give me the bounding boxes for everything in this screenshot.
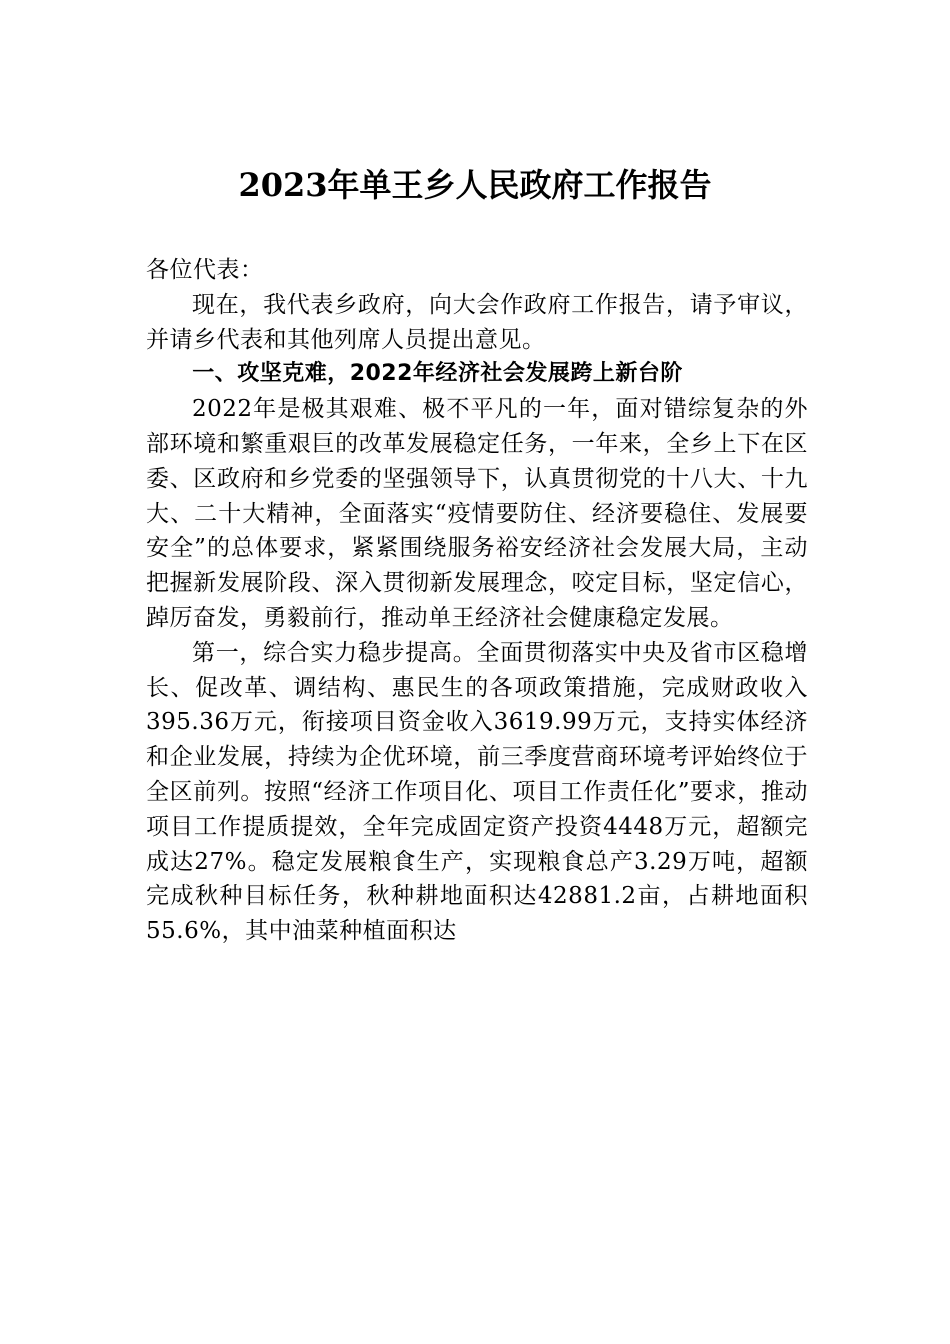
intro-paragraph: 现在，我代表乡政府，向大会作政府工作报告，请予审议，并请乡代表和其他列席人员提出意见。	[146, 291, 808, 353]
body-paragraph-1: 2022年是极其艰难、极不平凡的一年，面对错综复杂的外部环境和繁重艰巨的改革发展稳定任务，一年来，全乡上下在区委、区政府和乡党委的坚强领导下，认真贯彻党的十八大、十九大、二十大精神，全面落实“疫情要防住、经济要稳住、发展要安全”的总体要求，紧紧围绕服务裕安经济社会发展大局，主动把握新发展阶段、深入贯彻新发展理念，咬定目标，坚定信心，踔厉奋发，勇毅前行，推动单王经济社会健康稳定发展。	[146, 396, 808, 631]
section-heading: 一、攻坚克难，2022年经济社会发展跨上新台阶	[192, 361, 683, 387]
document-body	[146, 253, 808, 949]
document-title: 2023年单王乡人民政府工作报告	[238, 166, 712, 204]
salutation: 各位代表：	[146, 257, 264, 283]
body-paragraph-2: 第一，综合实力稳步提高。全面贯彻落实中央及省市区稳增长、促改革、调结构、惠民生的各项政策措施，完成财政收入395.36万元，衔接项目资金收入3619.99万元，支持实体经济和企业发展，持续为企优环境，前三季度营商环境考评始终位于全区前列。按照“经济工作项目化、项目工作责任化”要求，推动项目工作提质提效，全年完成固定资产投资4448万元，超额完成达27%。稳定发展粮食生产，实现粮食总产3.29万吨，超额完成秋种目标任务，秋种耕地面积达42881.2亩，占耕地面积55.6%，其中油菜种植面积达	[146, 639, 808, 945]
